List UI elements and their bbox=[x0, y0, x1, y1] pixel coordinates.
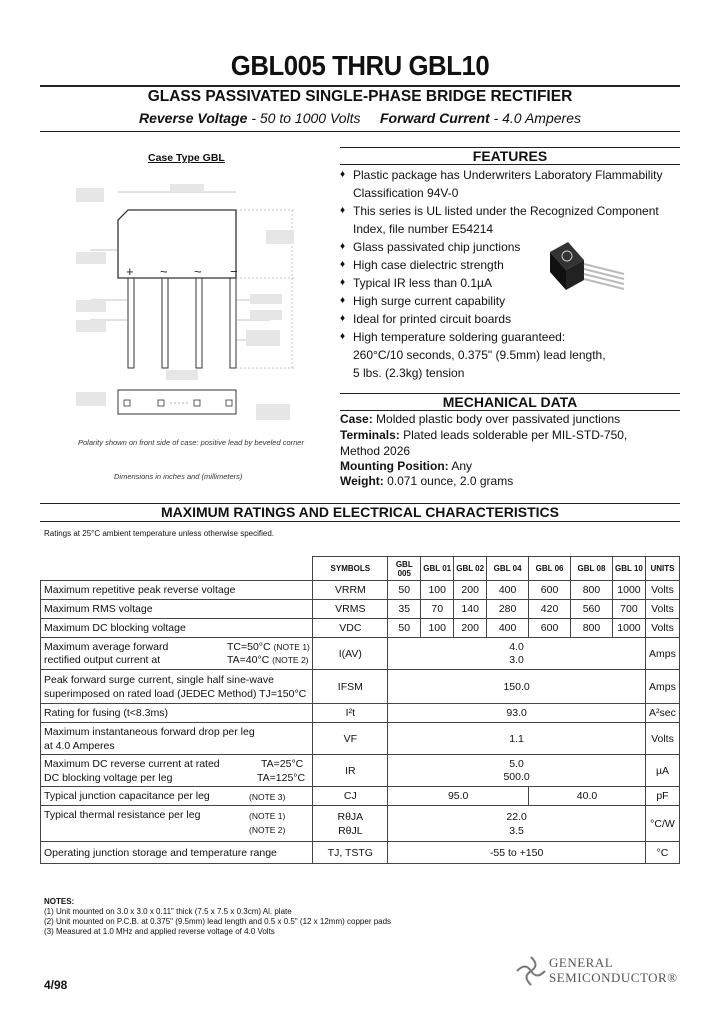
table-row: Maximum repetitive peak reverse voltage VRRM 50 100 200 400 600 800 1000 Volts bbox=[41, 581, 680, 600]
feature-item: ♦ Plastic package has Underwriters Laboratory Flammability Classification 94V-0 bbox=[340, 168, 663, 200]
notes-title: NOTES: bbox=[44, 897, 75, 906]
ratings-note: Ratings at 25°C ambient temperature unless otherwise specified. bbox=[44, 529, 274, 538]
lead-4 bbox=[230, 278, 236, 368]
table-header-row bbox=[41, 557, 680, 581]
table-row: Maximum RMS voltage VRMS 35 70 140 280 420 560 700 Volts bbox=[41, 600, 680, 619]
features-title: FEATURES bbox=[472, 148, 548, 164]
diamond-bullet-icon: ♦ bbox=[340, 331, 346, 342]
header-units: UNITS bbox=[645, 557, 679, 581]
polarity-note: Polarity shown on front side of case: positive lead by beveled corner bbox=[78, 438, 304, 447]
mech-mounting: Mounting Position: Any bbox=[340, 459, 472, 473]
feature-item: ♦ Glass passivated chip junctions bbox=[340, 240, 521, 254]
lead-1 bbox=[128, 278, 134, 368]
header-divider bbox=[40, 131, 680, 132]
reverse-voltage-value: - 50 to 1000 Volts bbox=[251, 110, 361, 126]
dim-label-block bbox=[266, 230, 294, 244]
forward-current-value: - 4.0 Amperes bbox=[493, 110, 581, 126]
feature-item: ♦ High case dielectric strength bbox=[340, 258, 504, 272]
note-item: (1) Unit mounted on 3.0 x 3.0 x 0.11" thick (7.5 x 7.5 x 0.3cm) Al. plate bbox=[44, 907, 292, 916]
feature-item: ♦ High surge current capability bbox=[340, 294, 506, 308]
table-row: Maximum average forward rectified output current at TC=50°C (NOTE 1) TA=40°C (NOTE 2) I(AV) 4.0 3.0 Amps bbox=[41, 638, 680, 670]
dim-label-block bbox=[76, 300, 106, 312]
minus-symbol: − bbox=[230, 264, 238, 279]
footer-date: 4/98 bbox=[44, 978, 68, 992]
feature-item: ♦ This series is UL listed under the Recognized Component Index, file number E54214 bbox=[340, 204, 659, 236]
mech-case: Case: Molded plastic body over passivated junctions bbox=[340, 412, 621, 426]
diamond-bullet-icon: ♦ bbox=[340, 277, 346, 288]
table-row: Maximum DC reverse current at rated DC blocking voltage per leg TA=25°C TA=125°C IR 5.0 500.0 µA bbox=[41, 755, 680, 787]
header-part: GBL 04 bbox=[487, 557, 529, 581]
dim-label-block bbox=[76, 252, 106, 264]
reverse-voltage-label: Reverse Voltage bbox=[139, 110, 248, 126]
company-logo-text: GENERAL SEMICONDUCTOR® bbox=[549, 955, 678, 985]
plus-symbol: + bbox=[126, 264, 134, 279]
ratings-title: MAXIMUM RATINGS AND ELECTRICAL CHARACTERISTICS bbox=[161, 504, 559, 520]
dim-label-block bbox=[76, 392, 106, 406]
package-body-outline bbox=[118, 210, 236, 278]
table-row: Operating junction storage and temperature range TJ, TSTG -55 to +150 °C bbox=[41, 842, 680, 864]
dim-label-block bbox=[170, 184, 204, 192]
mech-terminals: Terminals: Plated leads solderable per MIL-STD-750, Method 2026 bbox=[340, 428, 628, 458]
header-symbols: SYMBOLS bbox=[313, 557, 388, 581]
ratings-summary bbox=[0, 110, 720, 126]
features-bottom-rule bbox=[340, 164, 680, 165]
header-part: GBL 08 bbox=[571, 557, 613, 581]
page-title: GBL005 THRU GBL10 bbox=[230, 50, 490, 81]
table-row: Maximum DC blocking voltage VDC 50 100 200 400 600 800 1000 Volts bbox=[41, 619, 680, 638]
diamond-bullet-icon: ♦ bbox=[340, 169, 346, 180]
case-type-label: Case Type GBL bbox=[148, 152, 225, 164]
note-item: (2) Unit mounted on P.C.B. at 0.375" (9.5mm) lead length and 0.5 x 0.5" (12 x 12mm) copper pads bbox=[44, 917, 392, 926]
diamond-bullet-icon: ♦ bbox=[340, 313, 346, 324]
table-row: Peak forward surge current, single half sine-wave superimposed on rated load (JEDEC Method) TJ=150°C IFSM 150.0 Amps bbox=[41, 670, 680, 704]
header-blank bbox=[41, 557, 313, 581]
header-part: GBL 06 bbox=[529, 557, 571, 581]
dim-label-block bbox=[76, 188, 104, 202]
dim-label-block bbox=[250, 310, 282, 320]
header-part: GBL 10 bbox=[612, 557, 645, 581]
feature-item: ♦ Ideal for printed circuit boards bbox=[340, 312, 512, 326]
ac-symbol-2: ~ bbox=[194, 264, 202, 279]
mechanical-title: MECHANICAL DATA bbox=[442, 394, 578, 410]
dim-label-block bbox=[246, 330, 280, 346]
diamond-bullet-icon: ♦ bbox=[340, 205, 346, 216]
ratings-bottom-rule bbox=[40, 521, 680, 522]
table-row: Typical thermal resistance per leg (NOTE 1) (NOTE 2) RθJA RθJL 22.0 3.5 °C/W bbox=[41, 806, 680, 842]
diamond-bullet-icon: ♦ bbox=[340, 241, 346, 252]
bottom-view-outline bbox=[118, 390, 236, 414]
header-part: GBL 005 bbox=[388, 557, 421, 581]
table-row: Maximum instantaneous forward drop per leg at 4.0 Amperes VF 1.1 Volts bbox=[41, 723, 680, 755]
page-subtitle: GLASS PASSIVATED SINGLE-PHASE BRIDGE RECTIFIER bbox=[147, 88, 573, 105]
package-drawing bbox=[70, 170, 320, 440]
mechanical-bottom-rule bbox=[340, 410, 680, 411]
table-row: Typical junction capacitance per leg (NOTE 3) CJ 95.0 40.0 pF bbox=[41, 787, 680, 806]
header-part: GBL 01 bbox=[421, 557, 454, 581]
component-photo-icon bbox=[538, 238, 628, 298]
feature-item: ♦ High temperature soldering guaranteed: 260°C/10 seconds, 0.375" (9.5mm) lead length, 5 lbs. (2.3kg) tension bbox=[340, 330, 606, 380]
note-item: (3) Measured at 1.0 MHz and applied reverse voltage of 4.0 Volts bbox=[44, 927, 275, 936]
table-row: Rating for fusing (t<8.3ms) I²t 93.0 A²sec bbox=[41, 704, 680, 723]
dim-label-block bbox=[256, 404, 290, 420]
dimensions-note: Dimensions in inches and (millimeters) bbox=[114, 472, 243, 481]
dim-label-block bbox=[76, 320, 106, 332]
mech-weight: Weight: 0.071 ounce, 2.0 grams bbox=[340, 474, 514, 488]
lead-3 bbox=[196, 278, 202, 368]
forward-current-label: Forward Current bbox=[380, 110, 490, 126]
title-divider bbox=[40, 85, 680, 87]
ac-symbol-1: ~ bbox=[160, 264, 168, 279]
dim-label-block bbox=[250, 294, 282, 304]
lead-2 bbox=[162, 278, 168, 368]
diamond-bullet-icon: ♦ bbox=[340, 295, 346, 306]
feature-item: ♦ Typical IR less than 0.1µA bbox=[340, 276, 492, 290]
diamond-bullet-icon: ♦ bbox=[340, 259, 346, 270]
notes-block bbox=[44, 897, 391, 937]
header-part: GBL 02 bbox=[454, 557, 487, 581]
company-logo-icon bbox=[514, 954, 548, 988]
ratings-table bbox=[40, 556, 680, 864]
dim-label-block bbox=[166, 370, 198, 380]
